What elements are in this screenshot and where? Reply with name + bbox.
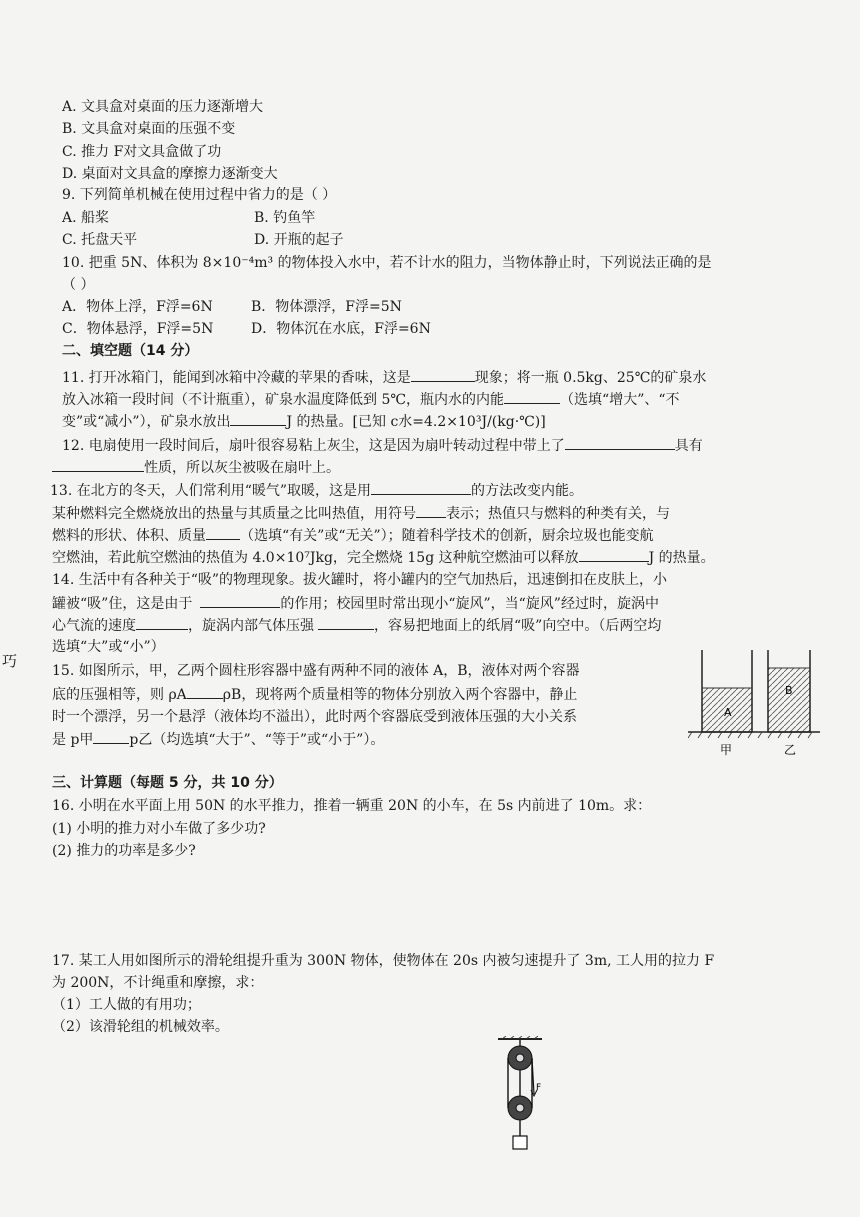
q13-text-2a: 某种燃料完全燃烧放出的热量与其质量之比叫热值，用符号: [52, 506, 416, 522]
q11-blank-2[interactable]: [504, 390, 560, 404]
label-a: A: [724, 706, 732, 719]
q13-line-1: [50, 481, 583, 500]
q14-blank-1[interactable]: [200, 594, 280, 608]
q14-line-1: 14. 生活中有各种关于“吸”的物理现象。拔火罐时，将小罐内的空气加热后，迅速倒扣在皮肤上，小: [52, 572, 668, 588]
margin-note: 巧: [2, 652, 18, 670]
q14-line-3: [52, 616, 661, 635]
q12-blank-2[interactable]: [52, 458, 144, 472]
q11-line-2: [62, 390, 680, 409]
q10-option-a: A．物体上浮，F浮=6N: [62, 299, 213, 315]
q11-text-2b: （选填“增大”、“不: [560, 392, 680, 408]
q14-text-2b: 的作用；校园里时常出现小“旋风”，当“旋风”经过时，旋涡中: [280, 596, 659, 612]
q11-line-1: [62, 368, 706, 387]
q10-stem-cont: （ ）: [62, 277, 95, 293]
q9-option-a: A. 船桨: [62, 210, 110, 226]
q14-line-2: [52, 594, 659, 613]
q15-text-2b: ρB，现将两个质量相等的物体分别放入两个容器中，静止: [222, 687, 578, 703]
q12-line-2: [52, 458, 340, 477]
q13-blank-2[interactable]: [416, 504, 446, 518]
q14-blank-2[interactable]: [136, 616, 188, 630]
q15-text-4b: p乙（均选填“大于”、“等于”或“小于”）。: [129, 732, 385, 748]
q13-line-3: [52, 526, 654, 545]
section-3-title: 三、计算题（每题 5 分，共 10 分）: [52, 775, 283, 791]
q17-part-1: （1）工人做的有用功；: [52, 997, 201, 1013]
q17-stem-cont: 为 200N，不计绳重和摩擦，求：: [52, 975, 264, 991]
q15-container-figure: [688, 642, 820, 760]
q16-part-2: (2) 推力的功率是多少?: [52, 843, 196, 859]
q9-stem: 9. 下列简单机械在使用过程中省力的是（ ）: [62, 187, 337, 203]
q14-line-4: 选填“大”或“小”）: [52, 639, 165, 655]
q15-line-2: [52, 685, 577, 704]
q9-option-b: B. 钓鱼竿: [254, 210, 316, 226]
q13-blank-3[interactable]: [206, 526, 240, 540]
q11-line-3: [62, 412, 546, 431]
q13-text-1b: 的方法改变内能。: [471, 483, 584, 499]
q13-text-4a: 空燃油，若此航空燃油的热值为 4.0×10⁷Jkg，完全燃烧 15g 这种航空燃油可以释放: [52, 550, 579, 566]
q11-blank-1[interactable]: [411, 368, 475, 382]
q12-text-1b: 具有: [674, 438, 703, 454]
q10-option-b: B．物体漂浮，F浮=5N: [251, 299, 402, 315]
weight-block: [513, 1136, 527, 1149]
q11-text-3a: 变”或“减小”），矿泉水放出: [62, 414, 231, 430]
q15-text-4a: 是 p甲: [52, 732, 94, 748]
q9-option-d: D. 开瓶的起子: [254, 232, 344, 248]
q12-blank-1[interactable]: [565, 436, 675, 450]
label-jia: 甲: [720, 743, 733, 757]
q13-text-2b: 表示；热值只与燃料的种类有关，与: [446, 506, 670, 522]
q15-blank-2[interactable]: [93, 730, 129, 744]
q8-option-d: D. 桌面对文具盒的摩擦力逐渐变大: [62, 166, 278, 182]
q15-blank-1[interactable]: [187, 685, 223, 699]
q10-stem: 10. 把重 5N、体积为 8×10⁻⁴m³ 的物体投入水中，若不计水的阻力，当物体静止时，下列说法正确的是: [62, 255, 712, 271]
q16-stem: 16. 小明在水平面上用 50N 的水平推力，推着一辆重 20N 的小车，在 5s 内前进了 10m。求：: [52, 798, 652, 814]
q12-text-1a: 12. 电扇使用一段时间后，扇叶很容易粘上灰尘，这是因为扇叶转动过程中带上了: [62, 438, 565, 454]
q15-text-2a: 底的压强相等，则 ρA: [52, 687, 187, 703]
q8-option-c: C. 推力 F对文具盒做了功: [62, 144, 222, 160]
q14-text-3c: ，容易把地面上的纸屑“吸”向空中。（后两空均: [374, 618, 662, 634]
q15-line-3: 时一个漂浮，另一个悬浮（液体均不溢出），此时两个容器底受到液体压强的大小关系: [52, 709, 577, 725]
q9-option-c: C. 托盘天平: [62, 232, 138, 248]
q17-stem: 17. 某工人用如图所示的滑轮组提升重为 300N 物体，使物体在 20s 内被匀速提升了 3m, 工人用的拉力 F: [52, 953, 715, 969]
label-yi: 乙: [784, 743, 797, 757]
q17-pulley-figure: [492, 1036, 552, 1156]
q14-blank-3[interactable]: [318, 616, 374, 630]
q10-option-d: D．物体沉在水底，F浮=6N: [251, 321, 431, 337]
q14-text-2a: 罐被“吸”住，这是由于: [52, 596, 193, 612]
q17-part-2: （2）该滑轮组的机械效率。: [52, 1019, 229, 1035]
q15-line-1: 15. 如图所示，甲，乙两个圆柱形容器中盛有两种不同的液体 A，B，液体对两个容器: [52, 663, 580, 679]
q14-text-3a: 心气流的速度: [52, 618, 136, 634]
q13-line-4: [52, 548, 715, 567]
q14-text-3b: ，旋涡内部气体压强: [188, 618, 314, 634]
q8-option-a: A. 文具盒对桌面的压力逐渐增大: [62, 99, 264, 115]
q10-option-c: C．物体悬浮，F浮=5N: [62, 321, 214, 337]
q8-option-b: B. 文具盒对桌面的压强不变: [62, 121, 236, 137]
label-b: B: [785, 684, 793, 697]
q11-blank-3[interactable]: [230, 412, 286, 426]
q15-line-4: [52, 730, 384, 749]
q13-text-1a: 13. 在北方的冬天，人们常利用“暖气”取暖，这是用: [50, 483, 372, 499]
q11-text-1b: 现象；将一瓶 0.5kg、25℃的矿泉水: [474, 370, 707, 386]
q16-part-1: (1) 小明的推力对小车做了多少功?: [52, 821, 266, 837]
q13-text-4b: J 的热量。: [648, 550, 715, 566]
label-f: F: [536, 1083, 542, 1093]
q13-blank-4[interactable]: [579, 548, 649, 562]
q12-text-2b: 性质，所以灰尘被吸在扇叶上。: [144, 460, 340, 476]
q13-text-3b: （选填“有关”或“无关”）；随着科学技术的创新，厨余垃圾也能变航: [240, 528, 654, 544]
q11-text-2a: 放入冰箱一段时间（不计瓶重），矿泉水温度降低到 5℃，瓶内水的内能: [62, 392, 505, 408]
q13-blank-1[interactable]: [371, 481, 471, 495]
liquid-b: [768, 668, 810, 732]
q12-line-1: [62, 436, 703, 455]
q13-text-3a: 燃料的形状、体积、质量: [52, 528, 206, 544]
section-2-title: 二、填空题（14 分）: [62, 343, 199, 359]
q13-line-2: [52, 504, 670, 523]
q11-text-3b: J 的热量。[已知 c水=4.2×10³J/(kg·℃)]: [286, 414, 546, 430]
q11-text-1a: 11. 打开冰箱门，能闻到冰箱中冷藏的苹果的香味，这是: [62, 370, 411, 386]
